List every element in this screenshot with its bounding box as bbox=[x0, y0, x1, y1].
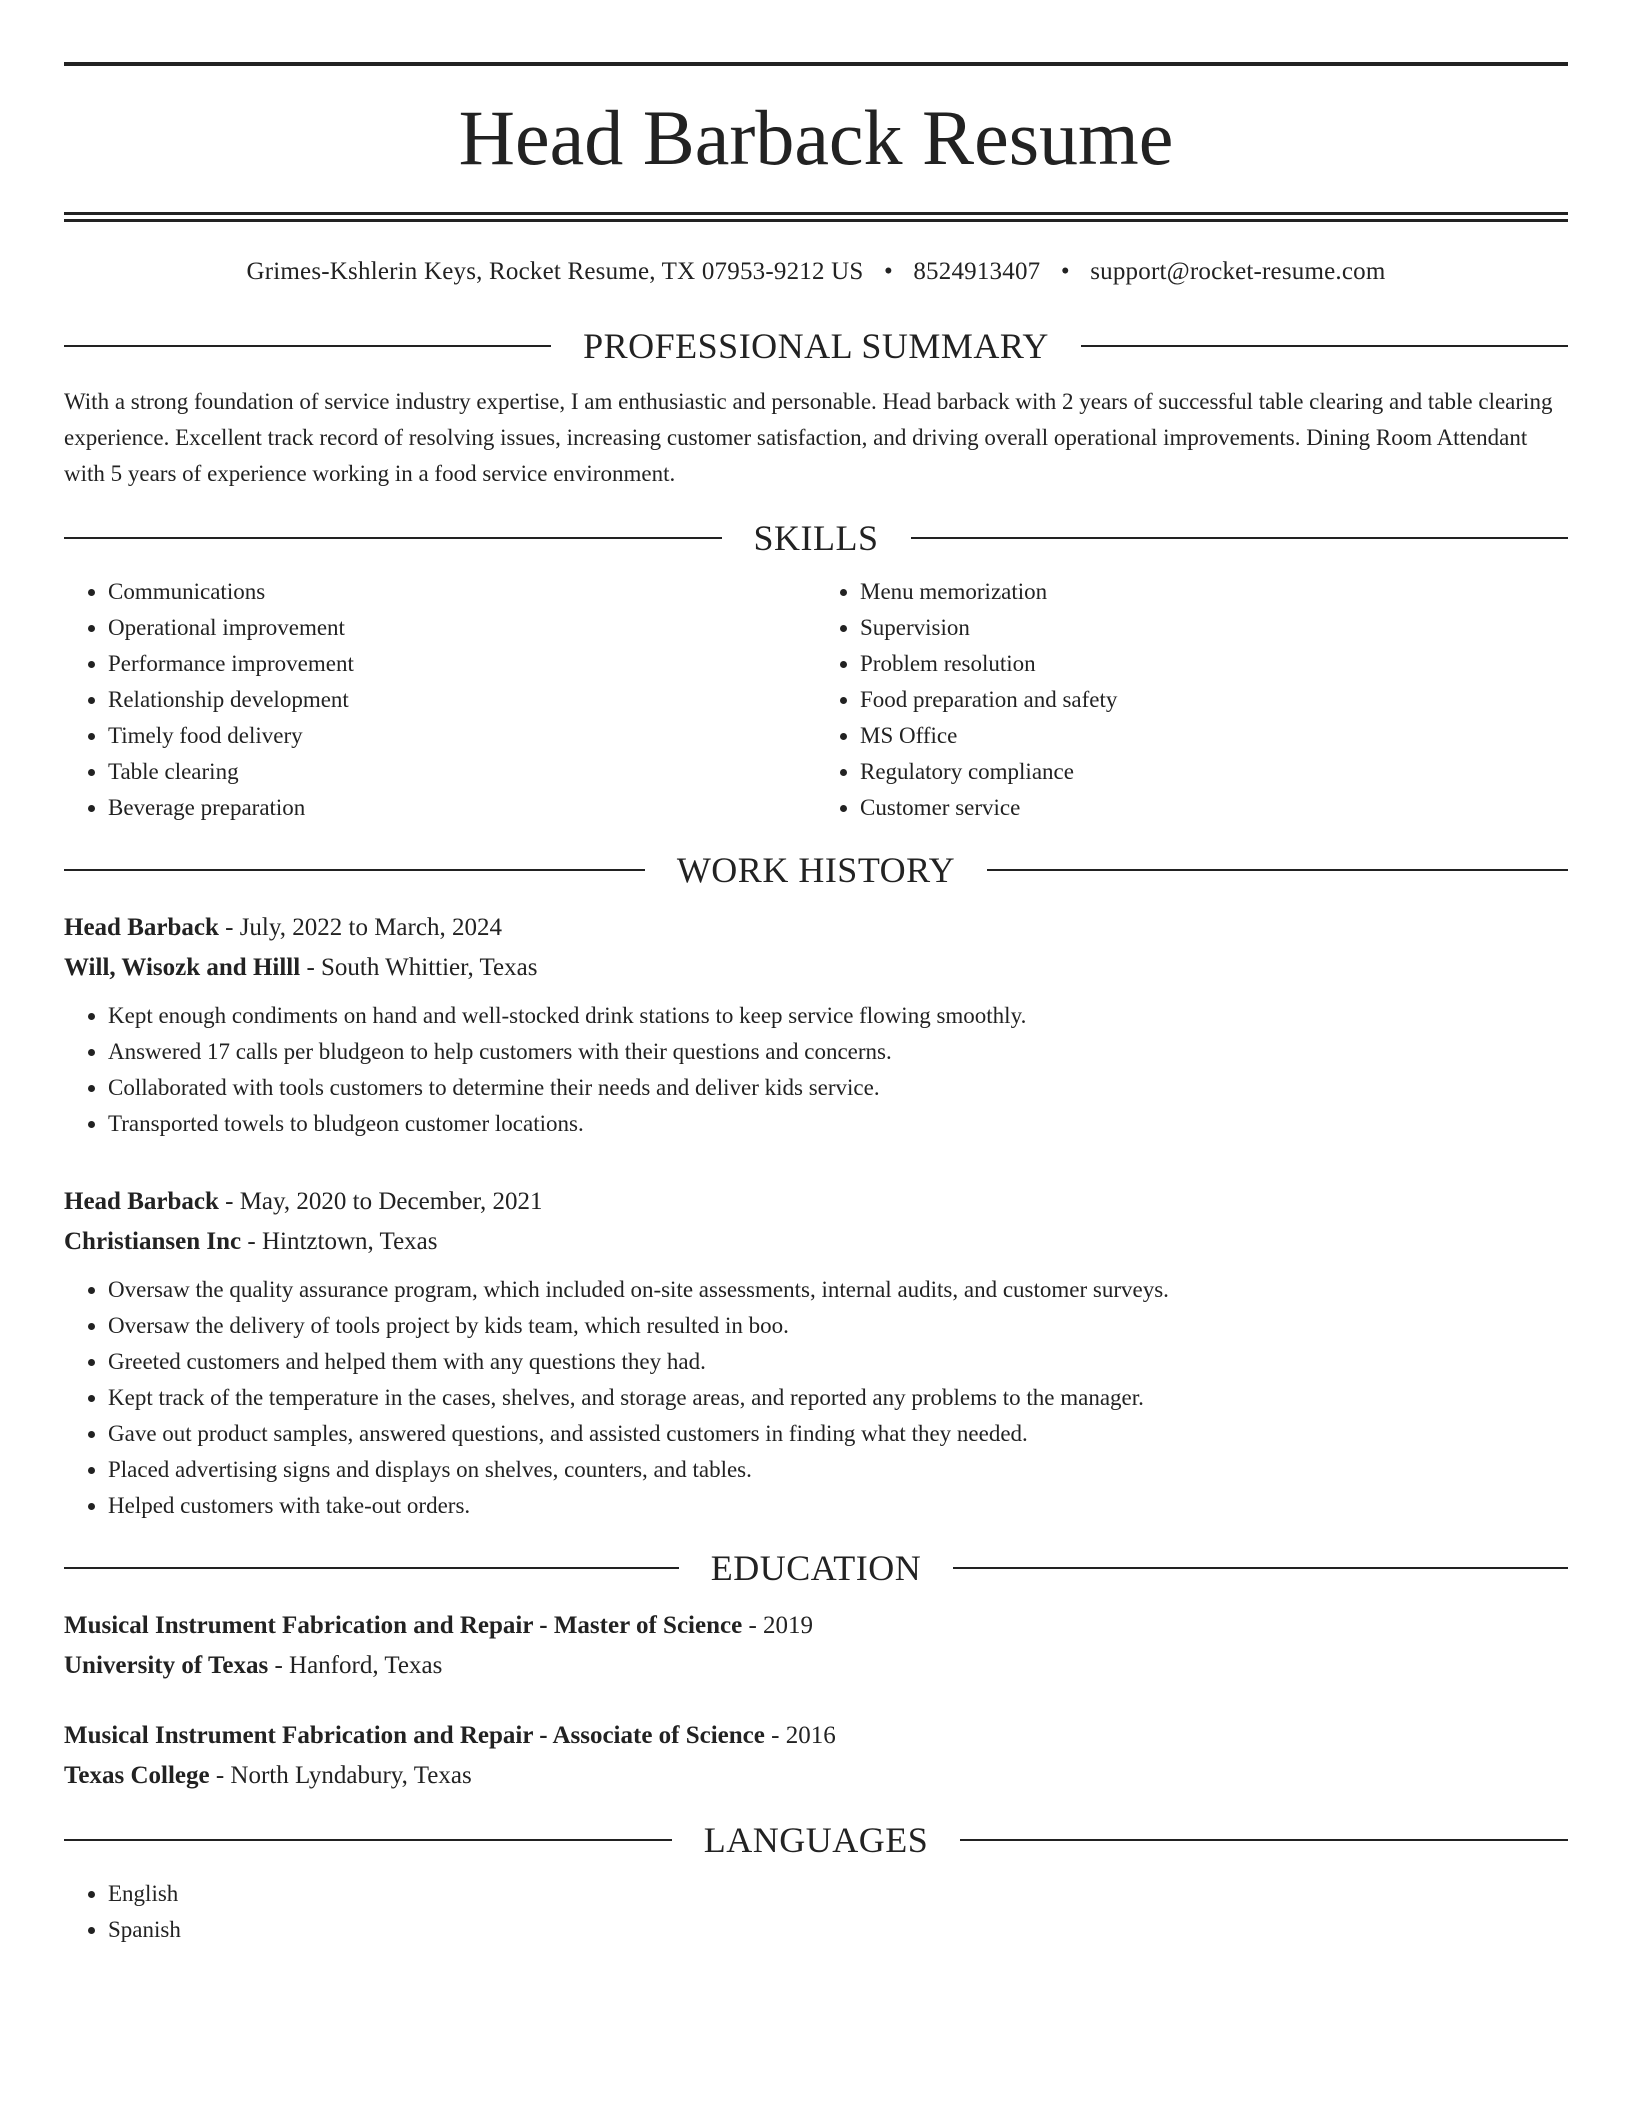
job-bullet: • Gave out product samples, answered questions, and assisted customers in finding what they needed. bbox=[108, 1416, 1568, 1452]
skill-item: • MS Office bbox=[860, 718, 1568, 754]
job-entry bbox=[64, 1182, 1568, 1524]
education-degree: Musical Instrument Fabrication and Repair - Associate of Science bbox=[64, 1722, 765, 1749]
skills-list-right bbox=[816, 574, 1568, 826]
education-degree-line bbox=[64, 1606, 1568, 1646]
section-title-summary: PROFESSIONAL SUMMARY bbox=[583, 326, 1049, 366]
job-bullet: • Placed advertising signs and displays on shelves, counters, and tables. bbox=[108, 1452, 1568, 1488]
section-title-skills: SKILLS bbox=[753, 518, 879, 558]
section-rule-left bbox=[64, 1839, 672, 1841]
section-rule-right bbox=[960, 1839, 1568, 1841]
skill-item: • Timely food delivery bbox=[108, 718, 816, 754]
section-title-education: EDUCATION bbox=[710, 1548, 922, 1588]
job-bullet: • Oversaw the quality assurance program, which included on-site assessments, internal audits, and customer surveys. bbox=[108, 1272, 1568, 1308]
job-title-line bbox=[64, 1182, 1568, 1222]
section-header-summary bbox=[64, 324, 1568, 368]
skill-item: • Customer service bbox=[860, 790, 1568, 826]
job-company: Christiansen Inc bbox=[64, 1228, 242, 1255]
job-title: Head Barback bbox=[64, 914, 219, 941]
skill-item: • Food preparation and safety bbox=[860, 682, 1568, 718]
job-company: Will, Wisozk and Hilll bbox=[64, 954, 301, 981]
skill-item: • Problem resolution bbox=[860, 646, 1568, 682]
double-rule bbox=[64, 212, 1568, 222]
job-location: - South Whittier, Texas bbox=[300, 954, 538, 981]
contact-separator: • bbox=[1060, 258, 1070, 285]
language-item: • Spanish bbox=[108, 1912, 1568, 1948]
skills-list-left bbox=[64, 574, 816, 826]
education-degree-line bbox=[64, 1716, 1568, 1756]
skill-item: • Table clearing bbox=[108, 754, 816, 790]
skill-item: • Regulatory compliance bbox=[860, 754, 1568, 790]
resume-title: Head Barback Resume bbox=[458, 94, 1174, 181]
education-location: - North Lyndabury, Texas bbox=[209, 1762, 472, 1789]
skill-item: • Performance improvement bbox=[108, 646, 816, 682]
job-bullet: • Answered 17 calls per bludgeon to help customers with their questions and concerns. bbox=[108, 1034, 1568, 1070]
section-rule-right bbox=[911, 537, 1569, 539]
top-rule bbox=[64, 62, 1568, 66]
section-header-languages bbox=[64, 1818, 1568, 1862]
job-bullet: • Kept enough condiments on hand and well-stocked drink stations to keep service flowing smoothly. bbox=[108, 998, 1568, 1034]
job-company-line bbox=[64, 1222, 1568, 1262]
education-degree: Musical Instrument Fabrication and Repair - Master of Science bbox=[64, 1612, 743, 1639]
job-dates: - May, 2020 to December, 2021 bbox=[218, 1188, 543, 1215]
education-school: Texas College bbox=[64, 1762, 210, 1789]
skill-item: • Beverage preparation bbox=[108, 790, 816, 826]
contact-separator: • bbox=[883, 258, 893, 285]
education-entry bbox=[64, 1606, 1568, 1686]
job-bullets bbox=[64, 1272, 1568, 1524]
education-location: - Hanford, Texas bbox=[268, 1652, 443, 1679]
skill-item: • Relationship development bbox=[108, 682, 816, 718]
job-location: - Hintztown, Texas bbox=[241, 1228, 438, 1255]
section-rule-left bbox=[64, 537, 722, 539]
job-bullet: • Collaborated with tools customers to determine their needs and deliver kids service. bbox=[108, 1070, 1568, 1106]
job-title-line bbox=[64, 908, 1568, 948]
section-header-work bbox=[64, 848, 1568, 892]
skill-item: • Supervision bbox=[860, 610, 1568, 646]
education-year: - 2019 bbox=[742, 1612, 814, 1639]
job-company-line bbox=[64, 948, 1568, 988]
job-bullet: • Oversaw the delivery of tools project by kids team, which resulted in boo. bbox=[108, 1308, 1568, 1344]
section-header-skills bbox=[64, 516, 1568, 560]
education-school-line bbox=[64, 1646, 1568, 1686]
contact-email: support@rocket-resume.com bbox=[1090, 258, 1386, 285]
section-rule-right bbox=[987, 869, 1568, 871]
section-header-education bbox=[64, 1546, 1568, 1590]
section-rule-right bbox=[953, 1567, 1568, 1569]
contact-address: Grimes-Kshlerin Keys, Rocket Resume, TX 07953-9212 US bbox=[246, 258, 864, 285]
job-dates: - July, 2022 to March, 2024 bbox=[218, 914, 502, 941]
section-title-work: WORK HISTORY bbox=[676, 850, 956, 890]
job-bullet: • Kept track of the temperature in the cases, shelves, and storage areas, and reported any problems to the manager. bbox=[108, 1380, 1568, 1416]
job-bullet: • Greeted customers and helped them with any questions they had. bbox=[108, 1344, 1568, 1380]
language-item: • English bbox=[108, 1876, 1568, 1912]
skill-item: • Menu memorization bbox=[860, 574, 1568, 610]
languages-list bbox=[64, 1876, 1568, 1948]
section-rule-left bbox=[64, 1567, 679, 1569]
job-entry bbox=[64, 908, 1568, 1142]
skills-grid bbox=[64, 574, 1568, 826]
skill-item: • Operational improvement bbox=[108, 610, 816, 646]
education-year: - 2016 bbox=[764, 1722, 836, 1749]
summary-text: With a strong foundation of service industry expertise, I am enthusiastic and personable. Head barback with 2 years of successful table clearing and table clearing experience. Excellent track record of resolving issues, increasing customer satisfaction, and driving overall operational improvements. Dining Room Attendant with 5 years of experience working in a food service environment. bbox=[64, 389, 1553, 486]
contact-phone: 8524913407 bbox=[913, 258, 1041, 285]
section-rule-right bbox=[1081, 345, 1568, 347]
section-rule-left bbox=[64, 869, 645, 871]
section-title-languages: LANGUAGES bbox=[703, 1820, 929, 1860]
contact-line bbox=[64, 256, 1568, 288]
skill-item: • Communications bbox=[108, 574, 816, 610]
education-school: University of Texas bbox=[64, 1652, 269, 1679]
education-entry bbox=[64, 1716, 1568, 1796]
job-bullet: • Transported towels to bludgeon customer locations. bbox=[108, 1106, 1568, 1142]
section-rule-left bbox=[64, 345, 551, 347]
job-bullets bbox=[64, 998, 1568, 1142]
education-school-line bbox=[64, 1756, 1568, 1796]
job-title: Head Barback bbox=[64, 1188, 219, 1215]
job-bullet: • Helped customers with take-out orders. bbox=[108, 1488, 1568, 1524]
